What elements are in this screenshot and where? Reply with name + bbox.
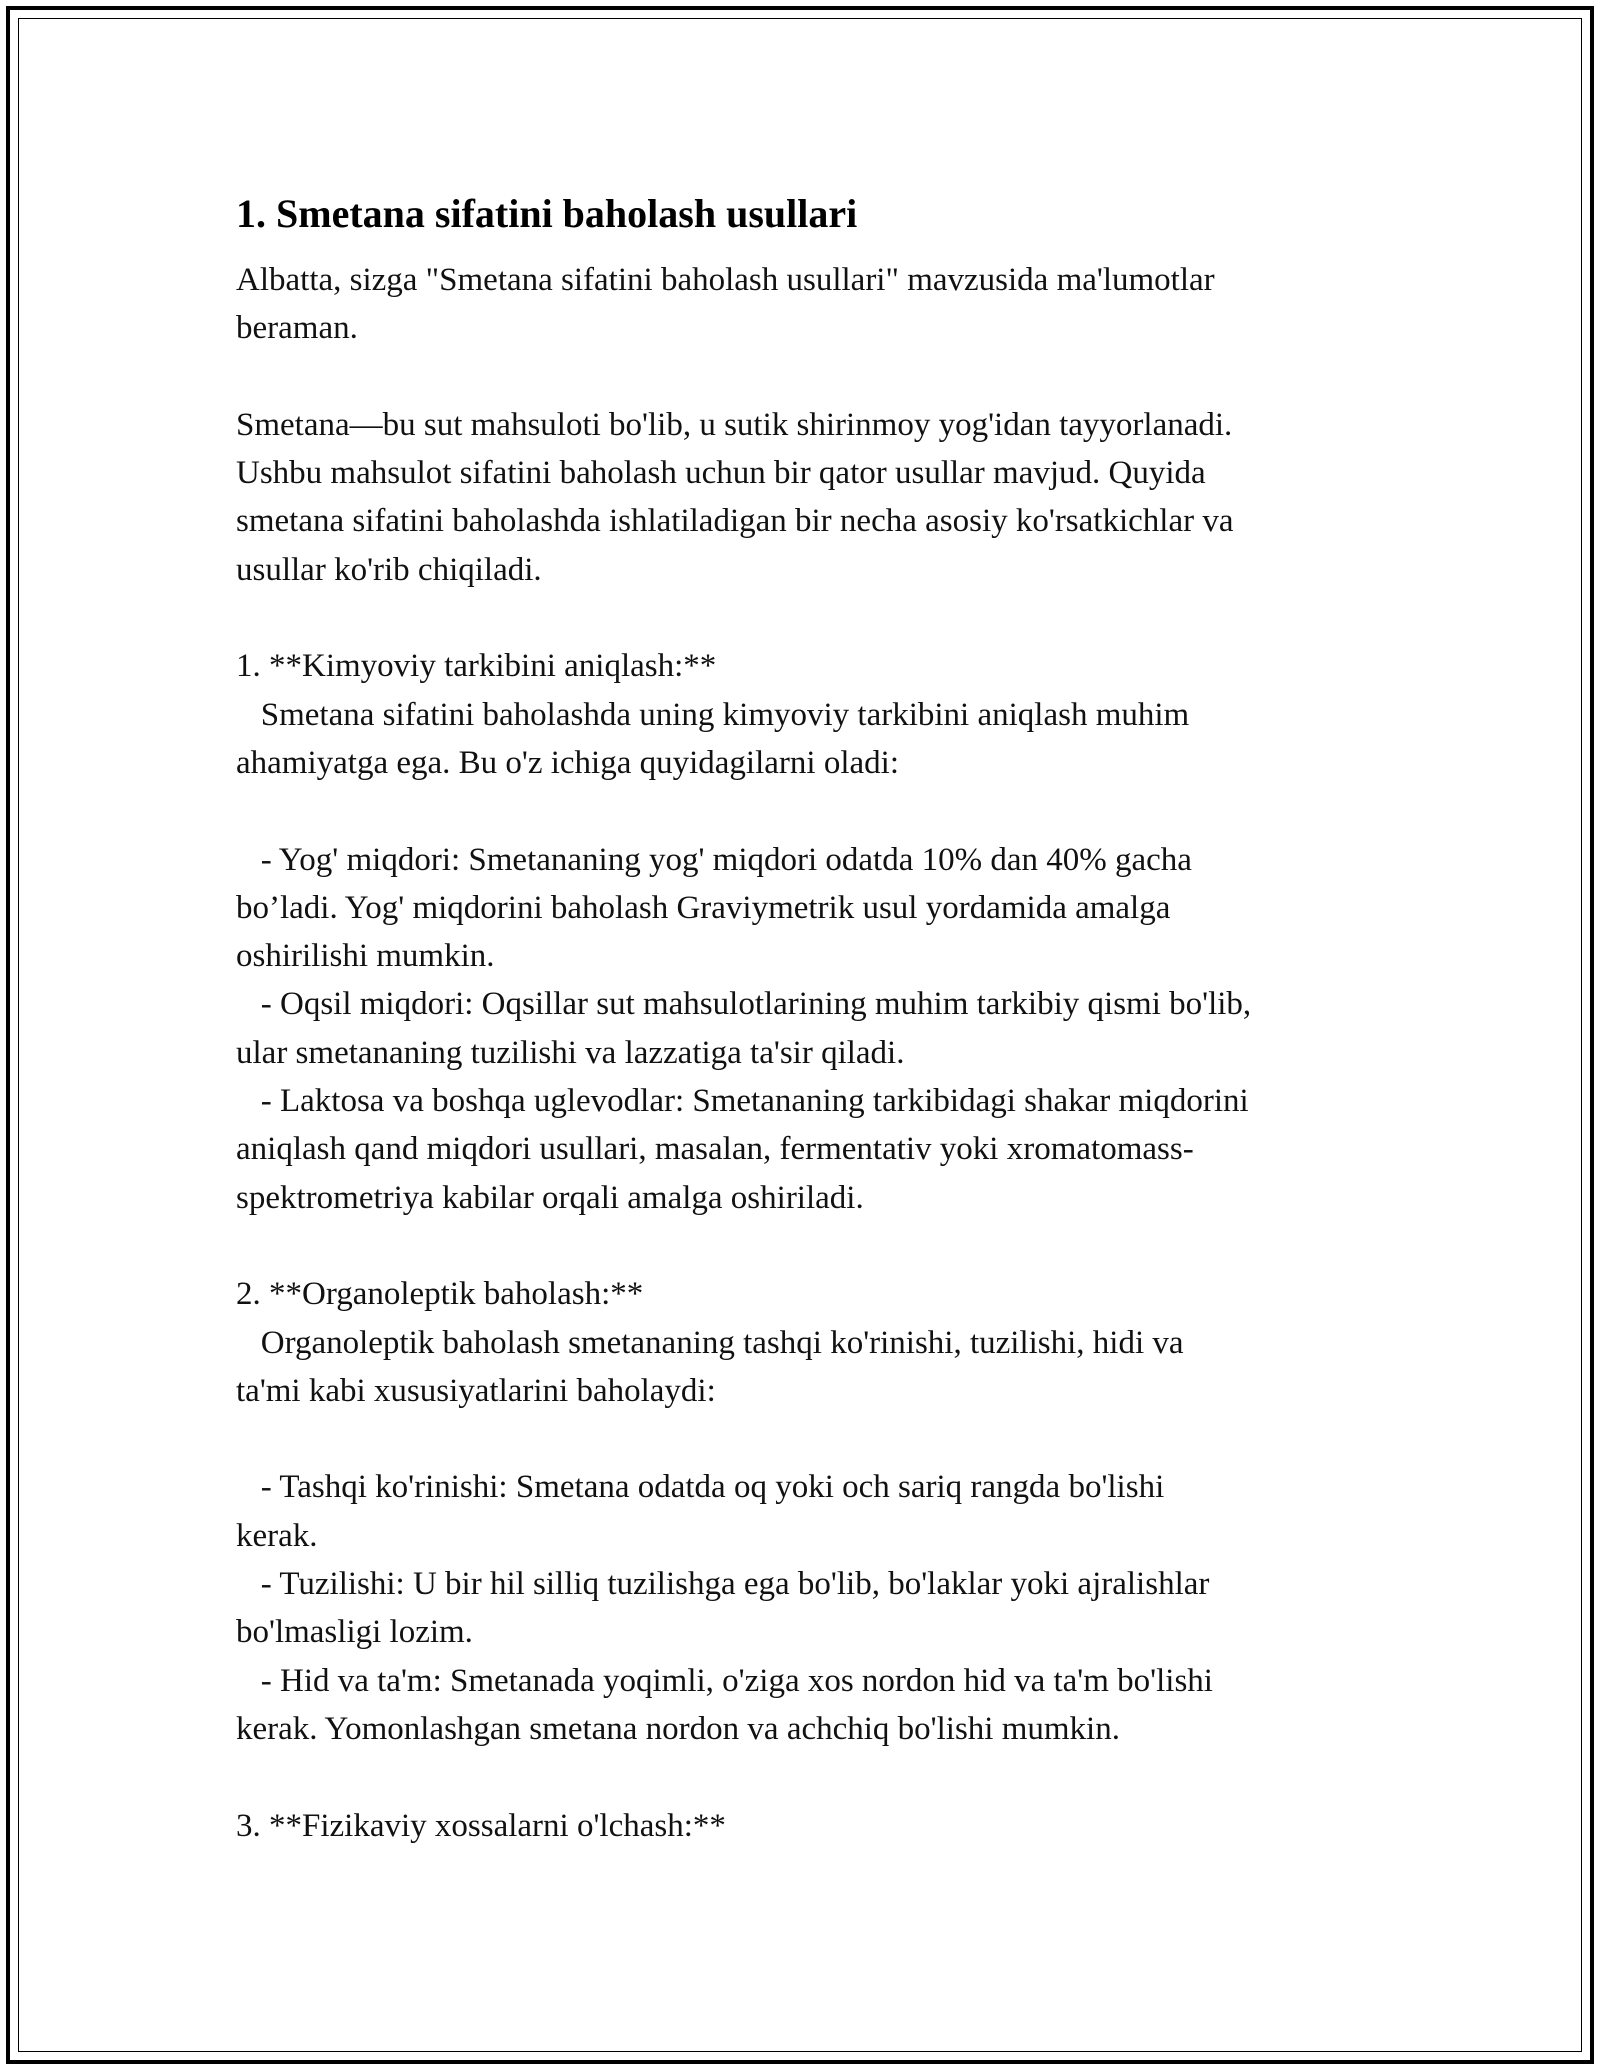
document-body: Albatta, sizga "Smetana sifatini baholash usullari" mavzusida ma'lumotlar beraman. Smetana—bu sut mahsuloti bo'lib, u sutik shirinmoy yog'idan tayyorlanadi. Ushbu mahsulot sifatini baholash uchun bir qator usullar mavjud. Quyida smetana sifatini baholashda ishlatiladigan bir necha asosiy ko'rsatkichlar va usullar ko'rib chiqiladi. 1. **Kimyoviy tarkibini aniqlash:** Smetana sifatini baholashda uning kimyoviy tarkibini aniqlash muhim ahamiyatga ega. Bu o'z ichiga quyidagilarni oladi: - Yog' miqdori: Smetananing yog' miqdori odatda 10% dan 40% gacha bo’ladi. Yog' miqdorini baholash Graviymetrik usul yordamida amalga oshirilishi mumkin. - Oqsil miqdori: Oqsillar sut mahsulotlarining muhim tarkibiy qismi bo'lib, ular smetananing tuzilishi va lazzatiga ta'sir qiladi. - Laktosa va boshqa uglevodlar: Smetananing tarkibidagi shakar miqdorini aniqlash qand miqdori usullari, masalan, fermentativ yoki xromatomass- spektrometriya kabilar orqali amalga oshiriladi. 2. **Organoleptik baholash:** Organoleptik baholash smetananing tashqi ko'rinishi, tuzilishi, hidi va ta'mi kabi xususiyatlarini baholaydi: - Tashqi ko'rinishi: Smetana odatda oq yoki och sariq rangda bo'lishi kerak. - Tuzilishi: U bir hil silliq tuzilishga ega bo'lib, bo'laklar yoki ajralishlar bo'lmasligi lozim. - Hid va ta'm: Smetanada yoqimli, o'ziga xos nordon hid va ta'm bo'lishi kerak. Yomonlashgan smetana nordon va achchiq bo'lishi mumkin. 3. **Fizikaviy xossalarni o'lchash:**	[236, 262, 1252, 1844]
document-title: 1. Smetana sifatini baholash usullari	[236, 191, 858, 236]
document-content	[236, 190, 1366, 1850]
